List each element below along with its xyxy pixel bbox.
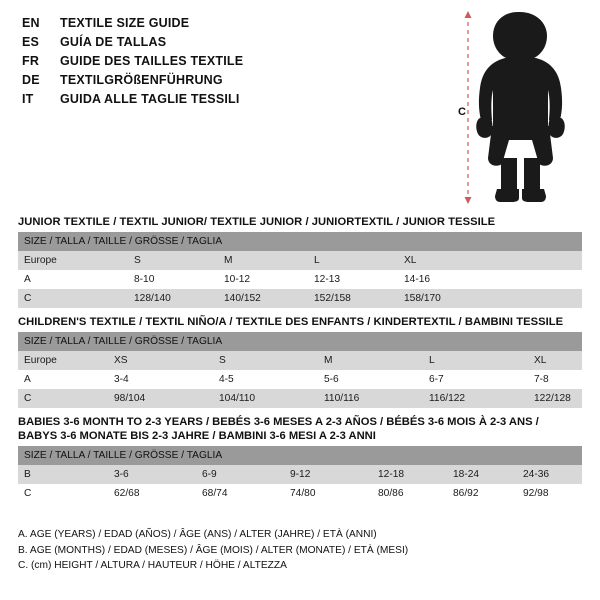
guide-arrow-bottom: [465, 197, 472, 204]
cell: 7-8: [528, 370, 582, 389]
cell: L: [423, 351, 528, 370]
child-body-shape: [476, 12, 564, 202]
cell: 6-7: [423, 370, 528, 389]
junior-size-table: [18, 232, 582, 308]
row-label: B: [18, 465, 108, 484]
cell: 92/98: [517, 484, 582, 503]
cell: 14-16: [398, 270, 488, 289]
cell: 152/158: [308, 289, 398, 308]
guide-arrow-top: [465, 11, 472, 18]
legend-line-b: B. AGE (MONTHS) / EDAD (MESES) / ÂGE (MOIS) / ALTER (MONATE) / ETÀ (MESI): [18, 544, 409, 556]
cell: S: [213, 351, 318, 370]
cell: 5-6: [318, 370, 423, 389]
cell: XL: [528, 351, 582, 370]
cell: 62/68: [108, 484, 196, 503]
header-row: [22, 52, 422, 71]
header-title-text: GUIDE DES TAILLES TEXTILE: [60, 54, 244, 68]
row-label: A: [18, 270, 128, 289]
cell: 3-4: [108, 370, 213, 389]
row-label: A: [18, 370, 108, 389]
cell: 74/80: [284, 484, 372, 503]
table-header-label: SIZE / TALLA / TAILLE / GRÖSSE / TAGLIA: [18, 232, 582, 251]
cell: 10-12: [218, 270, 308, 289]
cell: 12-13: [308, 270, 398, 289]
cell: 12-18: [372, 465, 447, 484]
babies-size-table: [18, 446, 582, 503]
cell: 104/110: [213, 389, 318, 408]
header-row: [22, 90, 422, 109]
cell: M: [318, 351, 423, 370]
section-babies: [18, 416, 582, 503]
row-label: Europe: [18, 351, 108, 370]
cell: 24-36: [517, 465, 582, 484]
table-row: [18, 389, 582, 408]
legend-line-c: C. (cm) HEIGHT / ALTURA / HAUTEUR / HÖHE / ALTEZZA: [18, 560, 287, 571]
cell: 122/128: [528, 389, 582, 408]
cell: 86/92: [447, 484, 517, 503]
header-title-text: GUÍA DE TALLAS: [60, 35, 167, 49]
table-header-row: [18, 232, 582, 251]
header-title-text: TEXTILGRÖßENFÜHRUNG: [60, 73, 223, 87]
legend-block: [18, 527, 578, 574]
header-title-text: TEXTILE SIZE GUIDE: [60, 16, 190, 30]
section-title: [18, 416, 582, 443]
table-header-row: [18, 446, 582, 465]
section-junior: [18, 216, 582, 308]
header-language-code: EN: [22, 16, 40, 30]
section-title: CHILDREN'S TEXTILE / TEXTIL NIÑO/A / TEXTILE DES ENFANTS / KINDERTEXTIL / BAMBINI TESSILE: [18, 316, 564, 328]
section-title: JUNIOR TEXTILE / TEXTIL JUNIOR/ TEXTILE JUNIOR / JUNIORTEXTIL / JUNIOR TESSILE: [18, 216, 496, 228]
row-label: C: [18, 289, 128, 308]
table-row: [18, 465, 582, 484]
header-title-text: GUIDA ALLE TAGLIE TESSILI: [60, 92, 240, 106]
header-row: [22, 14, 422, 33]
children-size-table: [18, 332, 582, 408]
legend-line-a: A. AGE (YEARS) / EDAD (AÑOS) / ÂGE (ANS) / ALTER (JAHRE) / ETÀ (ANNI): [18, 529, 377, 540]
table-row: [18, 289, 582, 308]
header-row: [22, 71, 422, 90]
cell: 116/122: [423, 389, 528, 408]
cell: 158/170: [398, 289, 488, 308]
section-title-line: BABIES 3-6 MONTH TO 2-3 YEARS / BEBÉS 3-6 MESES A 2-3 AÑOS / BÉBÉS 3-6 MOIS À 2-3 ANS /: [18, 416, 539, 428]
table-header-row: [18, 332, 582, 351]
header-block: [22, 14, 422, 109]
table-row: [18, 251, 582, 270]
cell: 4-5: [213, 370, 318, 389]
header-language-code: IT: [22, 92, 34, 106]
section-title-line: BABYS 3-6 MONATE BIS 2-3 JAHRE / BAMBINI 3-6 MESI A 2-3 ANNI: [18, 429, 376, 442]
cell: 80/86: [372, 484, 447, 503]
row-label: C: [18, 484, 108, 503]
header-language-code: FR: [22, 54, 40, 68]
cell: 98/104: [108, 389, 213, 408]
cell: 9-12: [284, 465, 372, 484]
cell: [488, 251, 582, 270]
table-row: [18, 270, 582, 289]
height-measure-label: C: [458, 106, 466, 118]
table-row: [18, 370, 582, 389]
cell: 3-6: [108, 465, 196, 484]
table-header-label: SIZE / TALLA / TAILLE / GRÖSSE / TAGLIA: [18, 332, 582, 351]
cell: M: [218, 251, 308, 270]
cell: XL: [398, 251, 488, 270]
cell: XS: [108, 351, 213, 370]
cell: 110/116: [318, 389, 423, 408]
table-row: [18, 484, 582, 503]
cell: S: [128, 251, 218, 270]
cell: [488, 289, 582, 308]
table-row: [18, 351, 582, 370]
header-language-code: ES: [22, 35, 40, 49]
cell: [488, 270, 582, 289]
table-header-label: SIZE / TALLA / TAILLE / GRÖSSE / TAGLIA: [18, 446, 582, 465]
cell: 128/140: [128, 289, 218, 308]
header-row: [22, 33, 422, 52]
cell: 68/74: [196, 484, 284, 503]
row-label: Europe: [18, 251, 128, 270]
section-children: [18, 316, 582, 408]
cell: 6-9: [196, 465, 284, 484]
cell: L: [308, 251, 398, 270]
cell: 8-10: [128, 270, 218, 289]
row-label: C: [18, 389, 108, 408]
cell: 18-24: [447, 465, 517, 484]
cell: 140/152: [218, 289, 308, 308]
header-language-code: DE: [22, 73, 40, 87]
